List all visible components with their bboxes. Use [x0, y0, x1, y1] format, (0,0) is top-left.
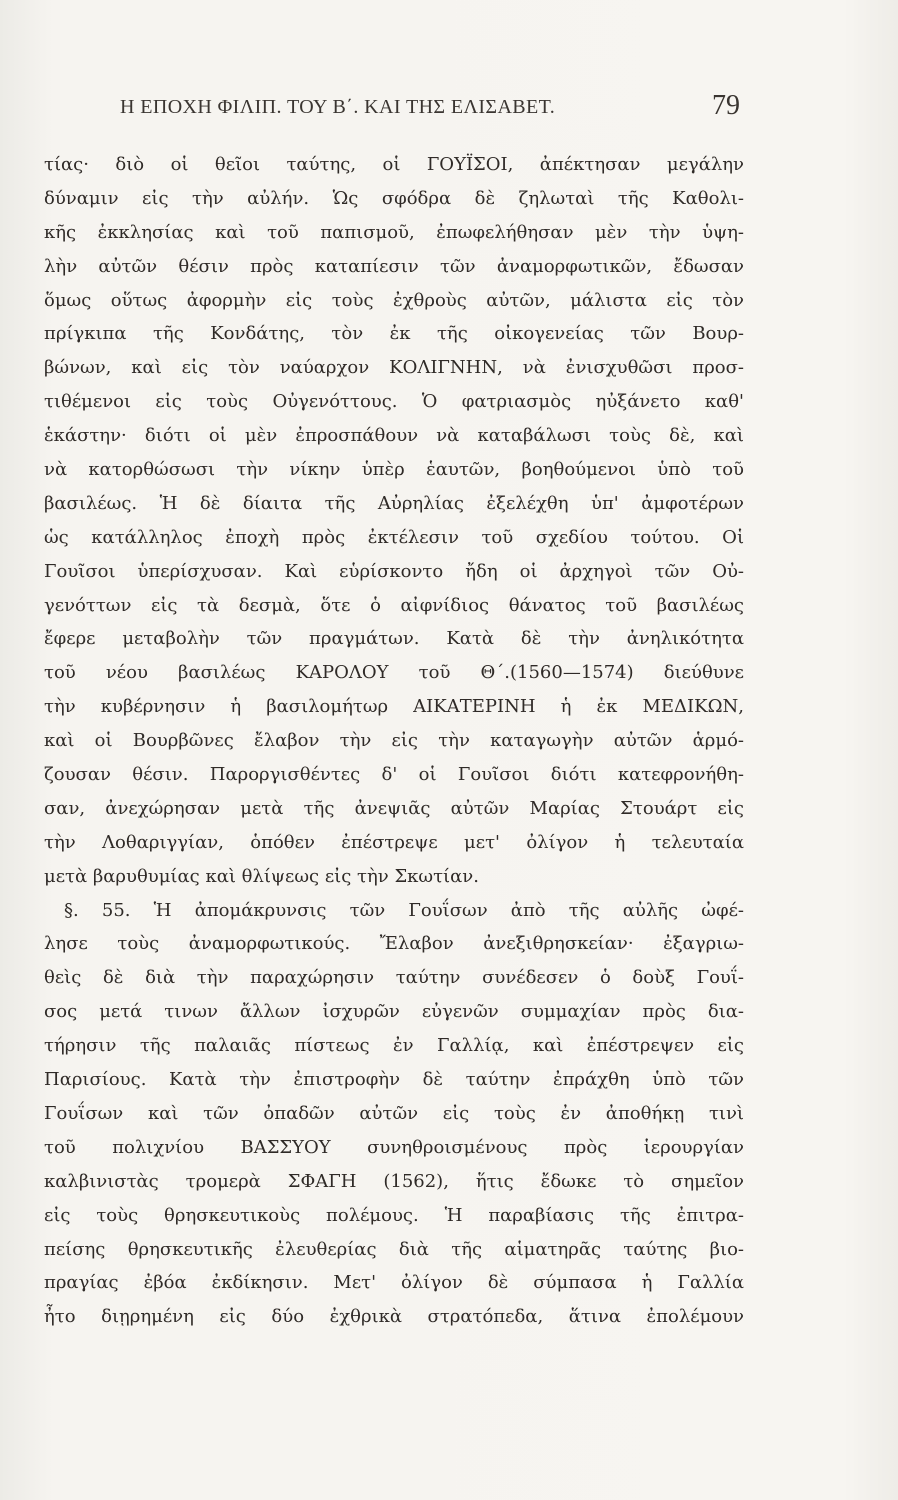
- text-line: Παρισίους. Κατὰ τὴν ἐπιστροφὴν δὲ ταύτην ἐπράχθη ὑπὸ τῶν: [44, 1069, 744, 1091]
- text-line: ὡς κατάλληλος ἐποχὴ πρὸς ἐκτέλεσιν τοῦ σχεδίου τούτου. Οἱ: [44, 526, 744, 548]
- text-line: Γουΐσων καὶ τῶν ὀπαδῶν αὐτῶν εἰς τοὺς ἐν ἀποθήκῃ τινὶ: [44, 1102, 744, 1124]
- text-line: τίας· διὸ οἱ θεῖοι ταύτης, οἱ ΓΟΥΪΣΟΙ, ἀπέκτησαν μεγάλην: [44, 154, 744, 175]
- text-line-section-start: §. 55. Ἡ ἀπομάκρυνσις τῶν Γουΐσων ἀπὸ τῆς αὐλῆς ὠφέ-: [64, 899, 744, 921]
- text-line: νὰ κατορθώσωσι τὴν νίκην ὑπὲρ ἑαυτῶν, βοηθούμενοι ὑπὸ τοῦ: [44, 459, 744, 481]
- text-line: Γουῖσοι ὑπερίσχυσαν. Καὶ εὑρίσκοντο ἤδη οἱ ἀρχηγοὶ τῶν Οὐ-: [44, 560, 744, 582]
- text-line: τήρησιν τῆς παλαιᾶς πίστεως ἐν Γαλλίᾳ, καὶ ἐπέστρεψεν εἰς: [44, 1035, 744, 1057]
- page-number: 79: [712, 90, 740, 121]
- text-line: τὴν κυβέρνησιν ἡ βασιλομήτωρ ΑΙΚΑΤΕΡΙΝΗ ἡ ἐκ ΜΕΔΙΚΩΝ,: [44, 696, 744, 718]
- text-line: βασιλέως. Ἡ δὲ δίαιτα τῆς Αὐρηλίας ἐξελέχθη ὑπ' ἀμφοτέρων: [44, 492, 744, 514]
- text-line: ἦτο διῃρημένη εἰς δύο ἐχθρικὰ στρατόπεδα, ἅτινα ἐπολέμουν: [44, 1306, 744, 1328]
- text-line: τιθέμενοι εἰς τοὺς Οὐγενόττους. Ὁ φατριασμὸς ηὐξάνετο καθ': [44, 391, 744, 413]
- text-line: πείσης θρησκευτικῆς ἐλευθερίας διὰ τῆς αἱματηρᾶς ταύτης βιο-: [44, 1238, 744, 1260]
- running-title: Η ΕΠΟΧΗ ΦΙΛΙΠ. ΤΟΥ Β΄. ΚΑΙ ΤΗΣ ΕΛΙΣΑΒΕΤ.: [120, 96, 556, 118]
- text-line: πρίγκιπα τῆς Κονδάτης, τὸν ἐκ τῆς οἰκογενείας τῶν Βουρ-: [44, 323, 744, 345]
- body-text: [44, 148, 744, 1334]
- text-line: καλβινιστὰς τρομερὰ ΣΦΑΓΗ (1562), ἥτις ἔδωκε τὸ σημεῖον: [44, 1170, 744, 1192]
- text-line: τὴν Λοθαριγγίαν, ὁπόθεν ἐπέστρεψε μετ' ὀλίγον ἡ τελευταία: [44, 831, 744, 853]
- text-line: λησε τοὺς ἀναμορφωτικούς. Ἔλαβον ἀνεξιθρησκείαν· ἐξαγριω-: [44, 933, 744, 955]
- text-line: ὅμως οὕτως ἀφορμὴν εἰς τοὺς ἐχθροὺς αὐτῶν, μάλιστα εἰς τὸν: [44, 289, 744, 311]
- text-line: πραγίας ἐβόα ἐκδίκησιν. Μετ' ὀλίγον δὲ σύμπασα ἡ Γαλλία: [44, 1272, 744, 1294]
- text-line: τοῦ πολιχνίου ΒΑΣΣΥΟΥ συνηθροισμένους πρὸς ἱερουργίαν: [44, 1136, 744, 1158]
- text-line: λὴν αὐτῶν θέσιν πρὸς καταπίεσιν τῶν ἀναμορφωτικῶν, ἔδωσαν: [44, 255, 744, 277]
- text-line: τοῦ νέου βασιλέως ΚΑΡΟΛΟΥ τοῦ Θ΄.(1560—1574) διεύθυνε: [44, 662, 744, 684]
- text-line: μετὰ βαρυθυμίας καὶ θλίψεως εἰς τὴν Σκωτίαν.: [44, 865, 479, 887]
- text-line: σος μετά τινων ἄλλων ἰσχυρῶν εὐγενῶν συμμαχίαν πρὸς δια-: [44, 1001, 744, 1023]
- text-line: ζουσαν θέσιν. Παροργισθέντες δ' οἱ Γουῖσοι διότι κατεφρονήθη-: [44, 764, 744, 786]
- text-line: καὶ οἱ Βουρβῶνες ἔλαβον τὴν εἰς τὴν καταγωγὴν αὐτῶν ἁρμό-: [44, 730, 744, 752]
- page-header: [120, 90, 740, 150]
- text-line: βώνων, καὶ εἰς τὸν ναύαρχον ΚΟΛΙΓΝΗΝ, νὰ ἐνισχυθῶσι προσ-: [44, 357, 744, 379]
- text-line: κῆς ἐκκλησίας καὶ τοῦ παπισμοῦ, ἐπωφελήθησαν μὲν τὴν ὑψη-: [44, 221, 744, 243]
- text-line: ἔφερε μεταβολὴν τῶν πραγμάτων. Κατὰ δὲ τὴν ἀνηλικότητα: [44, 628, 744, 650]
- text-line: γενόττων εἰς τὰ δεσμὰ, ὅτε ὁ αἰφνίδιος θάνατος τοῦ βασιλέως: [44, 594, 744, 616]
- text-line: θεὶς δὲ διὰ τὴν παραχώρησιν ταύτην συνέδεσεν ὁ δοὺξ Γουΐ-: [44, 967, 744, 989]
- text-line: δύναμιν εἰς τὴν αὐλήν. Ὡς σφόδρα δὲ ζηλωταὶ τῆς Καθολι-: [44, 187, 744, 209]
- text-line: σαν, ἀνεχώρησαν μετὰ τῆς ἀνεψιᾶς αὐτῶν Μαρίας Στουάρτ εἰς: [44, 797, 744, 819]
- text-line: ἑκάστην· διότι οἱ μὲν ἐπροσπάθουν νὰ καταβάλωσι τοὺς δὲ, καὶ: [44, 425, 744, 447]
- text-line: εἰς τοὺς θρησκευτικοὺς πολέμους. Ἡ παραβίασις τῆς ἐπιτρα-: [44, 1204, 744, 1226]
